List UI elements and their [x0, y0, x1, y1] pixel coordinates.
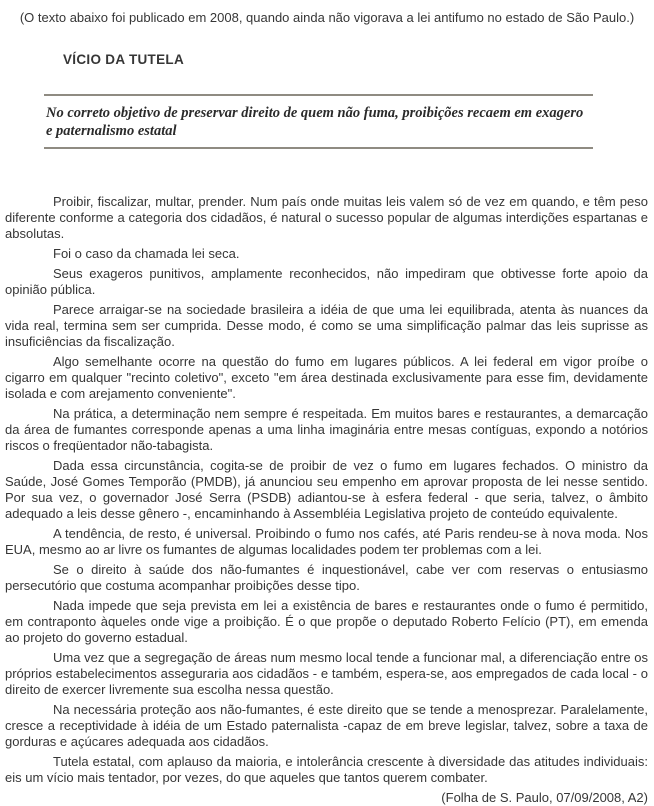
- paragraph: Nada impede que seja prevista em lei a existência de bares e restaurantes onde o fumo é permitido, em contraponto àqueles onde vige a proibição. É o que propõe o deputado Roberto Felício (PT), em emenda ao projeto do governo estadual.: [5, 598, 648, 645]
- divider-bottom: [44, 147, 593, 149]
- paragraph: Na necessária proteção aos não-fumantes, é este direito que se tende a menosprezar. Paralelamente, cresce a receptividade à idéia de um Estado paternalista -capaz de em breve legislar, talvez, sobre a taxa de gorduras e açúcares adequada aos cidadãos.: [5, 702, 648, 749]
- paragraph: Algo semelhante ocorre na questão do fumo em lugares públicos. A lei federal em vigor proíbe o cigarro em qualquer "recinto coletivo", exceto "em área destinada exclusivamente para esse fim, devidamente isolada e com arejamento conveniente".: [5, 354, 648, 401]
- source-attribution: (Folha de S. Paulo, 07/09/2008, A2): [441, 790, 648, 805]
- paragraph: A tendência, de resto, é universal. Proibindo o fumo nos cafés, até Paris rendeu-se à nova moda. Nos EUA, mesmo ao ar livre os fumantes de algumas localidades podem ter problemas com a lei.: [5, 526, 648, 557]
- paragraph: Parece arraigar-se na sociedade brasileira a idéia de que uma lei equilibrada, atenta às nuances da vida real, termina sem ser cumprida. Desse modo, é como se uma simplificação palmar das leis suprisse as insuficiências da fiscalização.: [5, 302, 648, 349]
- paragraph: Dada essa circunstância, cogita-se de proibir de vez o fumo em lugares fechados. O ministro da Saúde, José Gomes Temporão (PMDB), já anunciou seu empenho em aprovar proposta de lei nesse sentido. Por sua vez, o governador José Serra (PSDB) adiantou-se à esfera federal - que seria, talvez, o âmbito adequado a leis desse gênero -, encaminhando à Assembléia Legislativa projeto de conteúdo equivalente.: [5, 458, 648, 521]
- article-title: VÍCIO DA TUTELA: [63, 52, 184, 67]
- paragraph: Proibir, fiscalizar, multar, prender. Num país onde muitas leis valem só de vez em quando, e têm peso diferente conforme a categoria dos cidadãos, é natural o sucesso popular de algumas interdições espartanas e absolutas.: [5, 194, 648, 241]
- paragraph: Uma vez que a segregação de áreas num mesmo local tende a funcionar mal, a diferenciação entre os próprios estabelecimentos asseguraria aos cidadãos - e também, espera-se, aos empregados de cada local - o direito de exercer livremente sua escolha nessa questão.: [5, 650, 648, 697]
- subtitle-block: [44, 94, 593, 149]
- paragraph: Tutela estatal, com aplauso da maioria, e intolerância crescente à diversidade das atitudes individuais: eis um vício mais tentador, por vezes, do que aqueles que tantos querem combater.: [5, 754, 648, 785]
- paragraph: Se o direito à saúde dos não-fumantes é inquestionável, cabe ver com reservas o entusiasmo persecutório que costuma acompanhar proibições desse tipo.: [5, 562, 648, 593]
- paragraph: Seus exageros punitivos, amplamente reconhecidos, não impediram que obtivesse forte apoio da opinião pública.: [5, 266, 648, 297]
- paragraph: Foi o caso da chamada lei seca.: [53, 246, 240, 261]
- article-body: [5, 194, 648, 786]
- article-subtitle: No correto objetivo de preservar direito de quem não fuma, proibições recaem em exagero e paternalismo estatal: [46, 105, 584, 139]
- paragraph: Na prática, a determinação nem sempre é respeitada. Em muitos bares e restaurantes, a demarcação da área de fumantes corresponde apenas a uma linha imaginária entre mesas contíguas, expondo a notórios riscos o freqüentador não-tabagista.: [5, 406, 648, 453]
- intro-note: (O texto abaixo foi publicado em 2008, quando ainda não vigorava a lei antifumo no estado de São Paulo.): [19, 10, 635, 25]
